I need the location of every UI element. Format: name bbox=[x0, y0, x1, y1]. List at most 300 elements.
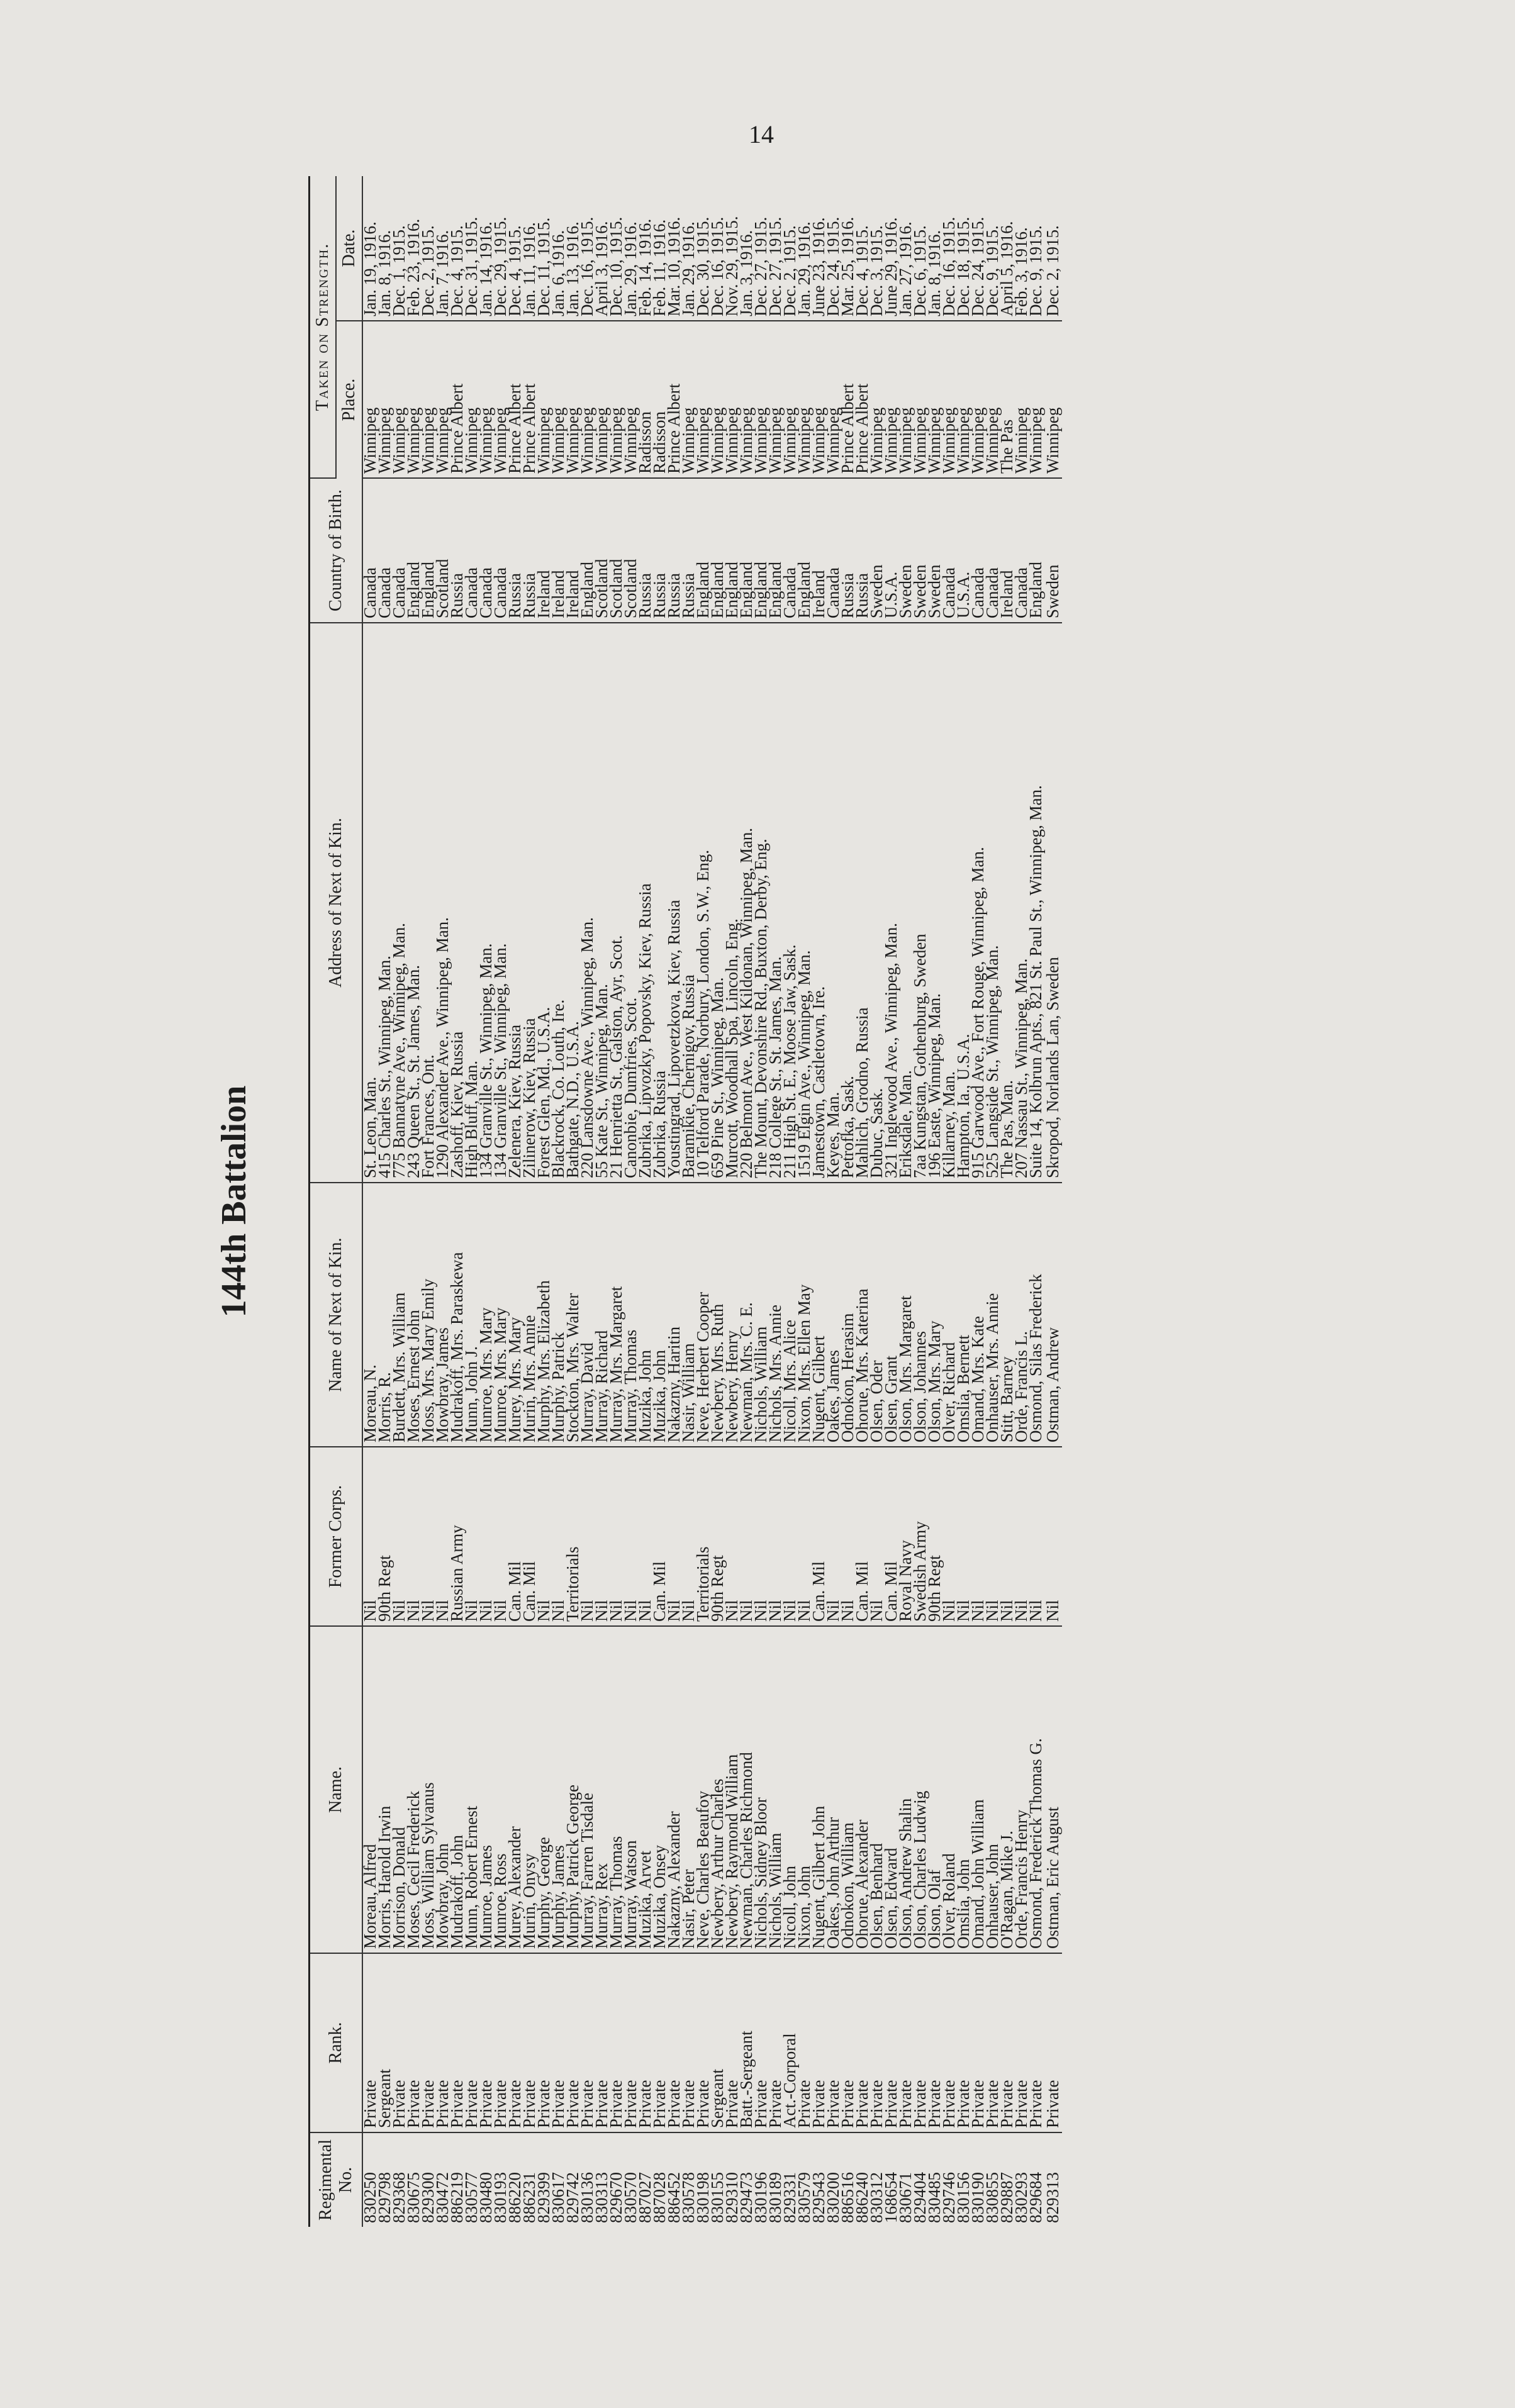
kin-address-cell: Zelenera, Kiev, Russia bbox=[508, 623, 522, 1183]
regimental-no-cell: 829543 bbox=[809, 2172, 829, 2223]
place-cell: Winnipeg bbox=[783, 321, 797, 478]
kin-address-cell: 196 Easte, Winnipeg, Man. bbox=[927, 623, 942, 1183]
regimental-no-cell: 830136 bbox=[578, 2172, 597, 2223]
date-cell: Dec. 4, 1915. bbox=[508, 176, 522, 321]
name-cell: O'Ragan, Mike J. bbox=[1000, 1626, 1014, 1953]
kin-name-cell: Ohorue, Mrs. Katerina bbox=[855, 1183, 869, 1447]
name-cell: Ostman, Eric August bbox=[1043, 1626, 1062, 1953]
former-corps-cell: Nil bbox=[841, 1447, 855, 1626]
kin-address-cell: Canonbie, Dumfries, Scot. bbox=[623, 623, 638, 1183]
rank-cell: Private bbox=[956, 1953, 971, 2132]
name-cell: Newman, Charles Richmond bbox=[739, 1626, 754, 1953]
country-cell: Ireland bbox=[1000, 478, 1014, 623]
rank-cell: Private bbox=[725, 1953, 739, 2132]
date-cell: Dec. 30, 1915. bbox=[696, 176, 710, 321]
rotated-page-content bbox=[215, 176, 1353, 2227]
country-cell: Russia bbox=[522, 478, 537, 623]
place-cell: Prince Albert bbox=[841, 321, 855, 478]
country-cell: Canada bbox=[493, 478, 508, 623]
kin-name-cell: Nicoll, Mrs. Alice bbox=[783, 1183, 797, 1447]
regimental-no-cell: 830570 bbox=[621, 2172, 640, 2223]
kin-address-cell: 415 Charles St., Winnipeg, Man. bbox=[377, 623, 392, 1183]
regimental-no-cell: 830313 bbox=[592, 2172, 612, 2223]
place-cell: Winnipeg bbox=[392, 321, 406, 478]
name-cell: Orde, Francis Henry bbox=[1014, 1626, 1029, 1953]
former-corps-cell: Swedish Army bbox=[913, 1447, 927, 1626]
kin-name-cell: Murray, Richard bbox=[595, 1183, 609, 1447]
kin-name-cell: Nakazny, Haritin bbox=[667, 1183, 681, 1447]
rank-cell: Private bbox=[1043, 1953, 1062, 2132]
kin-address-cell: 525 Langside St., Winnipeg, Man. bbox=[985, 623, 1000, 1183]
name-cell: Murray, Watson bbox=[623, 1626, 638, 1953]
regimental-no-cell: 829742 bbox=[563, 2172, 583, 2223]
kin-name-cell: Stitt, Barney bbox=[1000, 1183, 1014, 1447]
country-cell: Sweden bbox=[898, 478, 913, 623]
kin-name-cell: Stockton, Mrs. Walter bbox=[566, 1183, 580, 1447]
regimental-no-cell: 829798 bbox=[375, 2172, 394, 2223]
former-corps-cell: 90th Regt bbox=[377, 1447, 392, 1626]
place-cell: Winnipeg bbox=[725, 321, 739, 478]
name-cell: Murphy, Patrick George bbox=[566, 1626, 580, 1953]
former-corps-cell: Can. Mil bbox=[812, 1447, 826, 1626]
rank-cell: Private bbox=[884, 1953, 898, 2132]
rank-cell: Private bbox=[638, 1953, 652, 2132]
rank-cell: Private bbox=[623, 1953, 638, 2132]
country-cell: England bbox=[710, 478, 725, 623]
kin-address-cell: Zashoff, Kiev, Russia bbox=[450, 623, 464, 1183]
name-cell: Olsen, Edward bbox=[884, 1626, 898, 1953]
name-cell: Nugent, Gilbert John bbox=[812, 1626, 826, 1953]
kin-name-cell: Murray, Thomas bbox=[623, 1183, 638, 1447]
regimental-no-cell: 829404 bbox=[910, 2172, 930, 2223]
place-cell: Winnipeg bbox=[942, 321, 956, 478]
former-corps-cell: Nil bbox=[826, 1447, 841, 1626]
country-cell: Russia bbox=[638, 478, 652, 623]
former-corps-cell: Nil bbox=[1000, 1447, 1014, 1626]
place-cell: Winnipeg bbox=[754, 321, 768, 478]
country-cell: Canada bbox=[464, 478, 479, 623]
regimental-no-cell: 887028 bbox=[650, 2172, 669, 2223]
country-cell: Scotland bbox=[435, 478, 450, 623]
kin-name-cell: Murphy, Patrick bbox=[551, 1183, 566, 1447]
kin-name-cell: Murray, David bbox=[580, 1183, 595, 1447]
country-cell: England bbox=[754, 478, 768, 623]
kin-address-cell: 211 High St. E., Moose Jaw, Sask. bbox=[783, 623, 797, 1183]
place-cell: Winnipeg bbox=[1029, 321, 1043, 478]
regimental-no-cell: 830579 bbox=[795, 2172, 814, 2223]
name-cell: Olson, Charles Ludwig bbox=[913, 1626, 927, 1953]
kin-address-cell: 7aa Kungstan, Gothenburg, Sweden bbox=[913, 623, 927, 1183]
regimental-no-cell: 830577 bbox=[462, 2172, 481, 2223]
kin-name-cell: Moses, Ernest John bbox=[406, 1183, 421, 1447]
country-cell: Russia bbox=[681, 478, 696, 623]
kin-name-cell: Murin, Mrs. Annie bbox=[522, 1183, 537, 1447]
name-cell: Moss, William Sylvanus bbox=[421, 1626, 435, 1953]
former-corps-cell: Nil bbox=[595, 1447, 609, 1626]
name-cell: Muzika, Arvet bbox=[638, 1626, 652, 1953]
place-cell: Prince Albert bbox=[522, 321, 537, 478]
kin-name-cell: Morris, R. bbox=[377, 1183, 392, 1447]
kin-name-cell: Oakes, James bbox=[826, 1183, 841, 1447]
date-cell: Jan. 29, 1916. bbox=[797, 176, 812, 321]
place-cell: Winnipeg bbox=[812, 321, 826, 478]
date-cell: June 23, 1916. bbox=[812, 176, 826, 321]
kin-address-cell: 21 Henrietta St., Galston, Ayr, Scot. bbox=[609, 623, 623, 1183]
former-corps-cell: Nil bbox=[1014, 1447, 1029, 1626]
former-corps-cell: Nil bbox=[493, 1447, 508, 1626]
header-next-of-kin-name: Name of Next of Kin. bbox=[310, 1183, 363, 1447]
country-cell: Russia bbox=[667, 478, 681, 623]
country-cell: Russia bbox=[450, 478, 464, 623]
kin-address-cell: 134 Granville St., Winnipeg, Man. bbox=[493, 623, 508, 1183]
place-cell: Winnipeg bbox=[566, 321, 580, 478]
former-corps-cell: Nil bbox=[580, 1447, 595, 1626]
rank-cell: Private bbox=[362, 1953, 377, 2132]
rank-cell: Private bbox=[869, 1953, 884, 2132]
former-corps-cell: Nil bbox=[681, 1447, 696, 1626]
country-cell: Ireland bbox=[566, 478, 580, 623]
place-cell: Winnipeg bbox=[797, 321, 812, 478]
date-cell: Dec. 6, 1915. bbox=[913, 176, 927, 321]
rank-cell: Private bbox=[985, 1953, 1000, 2132]
roll-table bbox=[308, 176, 1062, 2227]
country-cell: Sweden bbox=[1043, 478, 1062, 623]
kin-name-cell: Murphy, Mrs. Elizabeth bbox=[537, 1183, 551, 1447]
former-corps-cell: Can. Mil bbox=[652, 1447, 667, 1626]
date-cell: June 29, 1916. bbox=[884, 176, 898, 321]
place-cell: Winnipeg bbox=[421, 321, 435, 478]
kin-address-cell: 1290 Alexander Ave., Winnipeg, Man. bbox=[435, 623, 450, 1183]
date-cell: Dec. 27, 1915. bbox=[768, 176, 783, 321]
place-cell: Winnipeg bbox=[913, 321, 927, 478]
place-cell: Winnipeg bbox=[595, 321, 609, 478]
name-cell: Newbery, Raymond William bbox=[725, 1626, 739, 1953]
former-corps-cell: Territorials bbox=[696, 1447, 710, 1626]
former-corps-cell: Nil bbox=[783, 1447, 797, 1626]
place-cell: Winnipeg bbox=[696, 321, 710, 478]
rank-cell: Private bbox=[754, 1953, 768, 2132]
rank-cell: Private bbox=[667, 1953, 681, 2132]
date-cell: Jan. 3, 1916. bbox=[739, 176, 754, 321]
former-corps-cell: 90th Regt bbox=[927, 1447, 942, 1626]
regimental-no-cell: 830480 bbox=[476, 2172, 496, 2223]
former-corps-cell: Can. Mil bbox=[855, 1447, 869, 1626]
page-title: 144th Battalion bbox=[215, 1085, 254, 1318]
kin-name-cell: Newbery, Mrs. Ruth bbox=[710, 1183, 725, 1447]
country-cell: England bbox=[739, 478, 754, 623]
kin-address-cell: Killarney, Man. bbox=[942, 623, 956, 1183]
rank-cell: Private bbox=[566, 1953, 580, 2132]
regimental-no-cell: 886220 bbox=[505, 2172, 525, 2223]
former-corps-cell: Territorials bbox=[566, 1447, 580, 1626]
country-cell: Ireland bbox=[812, 478, 826, 623]
rank-cell: Sergeant bbox=[377, 1953, 392, 2132]
header-name: Name. bbox=[310, 1626, 363, 1953]
regimental-no-cell: 830855 bbox=[983, 2172, 1002, 2223]
kin-name-cell: Nixon, Mrs. Ellen May bbox=[797, 1183, 812, 1447]
date-cell: Jan. 8, 1916. bbox=[927, 176, 942, 321]
country-cell: England bbox=[421, 478, 435, 623]
regimental-no-cell: 168654 bbox=[881, 2172, 901, 2223]
kin-name-cell: Newman, Mrs. C. E. bbox=[739, 1183, 754, 1447]
country-cell: U.S.A. bbox=[956, 478, 971, 623]
place-cell: Winnipeg bbox=[971, 321, 985, 478]
regimental-no-cell: 830675 bbox=[404, 2172, 423, 2223]
name-cell: Omand, John William bbox=[971, 1626, 985, 1953]
former-corps-cell: Nil bbox=[406, 1447, 421, 1626]
former-corps-cell: Nil bbox=[725, 1447, 739, 1626]
table-row bbox=[1043, 176, 1062, 2227]
regimental-no-cell: 829368 bbox=[389, 2172, 409, 2223]
date-cell: April 5, 1916. bbox=[1000, 176, 1014, 321]
header-regimental-no: Regimental No. bbox=[310, 2132, 363, 2227]
place-cell: Winnipeg bbox=[884, 321, 898, 478]
regimental-no-cell: 829670 bbox=[607, 2172, 626, 2223]
rank-cell: Private bbox=[609, 1953, 623, 2132]
rank-cell: Sergeant bbox=[710, 1953, 725, 2132]
date-cell: Dec. 2, 1915. bbox=[783, 176, 797, 321]
former-corps-cell: Nil bbox=[667, 1447, 681, 1626]
place-cell: Winnipeg bbox=[1043, 321, 1062, 478]
kin-address-cell: Murcott, Woodhall Spa, Lincoln, Eng. bbox=[725, 623, 739, 1183]
kin-name-cell: Ostman, Andrew bbox=[1043, 1183, 1062, 1447]
former-corps-cell: Nil bbox=[551, 1447, 566, 1626]
place-cell: Winnipeg bbox=[551, 321, 566, 478]
date-cell: Jan. 29, 1916. bbox=[681, 176, 696, 321]
date-cell: Mar. 25, 1916. bbox=[841, 176, 855, 321]
former-corps-cell: Nil bbox=[739, 1447, 754, 1626]
name-cell: Muzika, Onsey bbox=[652, 1626, 667, 1953]
rank-cell: Private bbox=[464, 1953, 479, 2132]
kin-address-cell: Forest Glen, Md., U.S.A. bbox=[537, 623, 551, 1183]
place-cell: Winnipeg bbox=[580, 321, 595, 478]
kin-name-cell: Olsen, Oder bbox=[869, 1183, 884, 1447]
date-cell: Jan. 13, 1916. bbox=[566, 176, 580, 321]
date-cell: Feb. 3, 1916. bbox=[1014, 176, 1029, 321]
country-cell: England bbox=[725, 478, 739, 623]
kin-address-cell: St. Leon, Man. bbox=[362, 623, 377, 1183]
former-corps-cell: Nil bbox=[392, 1447, 406, 1626]
date-cell: Dec. 16, 1915. bbox=[942, 176, 956, 321]
date-cell: Dec. 27, 1915. bbox=[754, 176, 768, 321]
regimental-no-cell: 830190 bbox=[968, 2172, 988, 2223]
regimental-no-cell: 830578 bbox=[679, 2172, 698, 2223]
kin-name-cell: Burdett, Mrs. William bbox=[392, 1183, 406, 1447]
date-cell: April 3, 1916. bbox=[595, 176, 609, 321]
place-cell: Winnipeg bbox=[1014, 321, 1029, 478]
date-cell: Dec. 2, 1915. bbox=[421, 176, 435, 321]
regimental-no-cell: 829887 bbox=[997, 2172, 1017, 2223]
country-cell: Russia bbox=[652, 478, 667, 623]
name-cell: Ohorue, Alexander bbox=[855, 1626, 869, 1953]
former-corps-cell: Nil bbox=[464, 1447, 479, 1626]
country-cell: Ireland bbox=[537, 478, 551, 623]
date-cell: Dec. 4, 1915. bbox=[450, 176, 464, 321]
date-cell: Jan. 7, 1916. bbox=[435, 176, 450, 321]
country-cell: Sweden bbox=[927, 478, 942, 623]
former-corps-cell: Nil bbox=[638, 1447, 652, 1626]
place-cell: Winnipeg bbox=[537, 321, 551, 478]
country-cell: Canada bbox=[985, 478, 1000, 623]
kin-name-cell: Neve, Herbert Cooper bbox=[696, 1183, 710, 1447]
kin-address-cell: Zubrika, Lipvozky, Popovsky, Kiev, Russia bbox=[638, 623, 652, 1183]
name-cell: Nixon, John bbox=[797, 1626, 812, 1953]
rank-cell: Private bbox=[652, 1953, 667, 2132]
place-cell: Winnipeg bbox=[479, 321, 493, 478]
former-corps-cell: Nil bbox=[754, 1447, 768, 1626]
name-cell: Murphy, James bbox=[551, 1626, 566, 1953]
place-cell: Winnipeg bbox=[739, 321, 754, 478]
country-cell: Canada bbox=[479, 478, 493, 623]
kin-address-cell: Jamestown, Castletown, Ire. bbox=[812, 623, 826, 1183]
former-corps-cell: Russian Army bbox=[450, 1447, 464, 1626]
rank-cell: Batt.-Sergeant bbox=[739, 1953, 754, 2132]
date-cell: Mar. 10, 1916. bbox=[667, 176, 681, 321]
header-rank: Rank. bbox=[310, 1953, 363, 2132]
regimental-no-cell: 830250 bbox=[361, 2172, 380, 2223]
name-cell: Olver, Roland bbox=[942, 1626, 956, 1953]
kin-address-cell: 10 Telford Parade, Norbury, London, S.W., Eng. bbox=[696, 623, 710, 1183]
kin-name-cell: Odnokon, Herasim bbox=[841, 1183, 855, 1447]
place-cell: Winnipeg bbox=[927, 321, 942, 478]
country-cell: Canada bbox=[783, 478, 797, 623]
former-corps-cell: Can. Mil bbox=[522, 1447, 537, 1626]
header-country-of-birth: Country of Birth. bbox=[310, 478, 363, 623]
former-corps-cell: Nil bbox=[421, 1447, 435, 1626]
place-cell: Winnipeg bbox=[768, 321, 783, 478]
date-cell: Jan. 29, 1916. bbox=[623, 176, 638, 321]
regimental-no-cell: 830485 bbox=[925, 2172, 944, 2223]
page-number: 14 bbox=[749, 120, 774, 148]
former-corps-cell: Nil bbox=[609, 1447, 623, 1626]
regimental-no-cell: 829684 bbox=[1026, 2172, 1046, 2223]
kin-name-cell: Osmond, Silas Frederick bbox=[1029, 1183, 1043, 1447]
kin-name-cell: Murey, Mrs. Mary bbox=[508, 1183, 522, 1447]
date-cell: Dec. 1, 1915. bbox=[392, 176, 406, 321]
place-cell: Winnipeg bbox=[435, 321, 450, 478]
rank-cell: Private bbox=[826, 1953, 841, 2132]
date-cell: Jan. 11, 1916. bbox=[522, 176, 537, 321]
kin-address-cell: Eriksdale, Man. bbox=[898, 623, 913, 1183]
former-corps-cell: Nil bbox=[971, 1447, 985, 1626]
name-cell: Nakazny, Alexander bbox=[667, 1626, 681, 1953]
kin-address-cell: Zubrika, Russia bbox=[652, 623, 667, 1183]
former-corps-cell: Nil bbox=[942, 1447, 956, 1626]
former-corps-cell: Nil bbox=[537, 1447, 551, 1626]
place-cell: Winnipeg bbox=[406, 321, 421, 478]
kin-address-cell: The Mount, Devonshire Rd., Buxton, Derby, Eng. bbox=[754, 623, 768, 1183]
kin-name-cell: Moss, Mrs. Mary Emily bbox=[421, 1183, 435, 1447]
kin-name-cell: Munroe, Mrs. Mary bbox=[479, 1183, 493, 1447]
place-cell: Winnipeg bbox=[377, 321, 392, 478]
regimental-no-cell: 830155 bbox=[708, 2172, 727, 2223]
name-cell: Mowbray, John bbox=[435, 1626, 450, 1953]
place-cell: The Pas bbox=[1000, 321, 1014, 478]
header-former-corps: Former Corps. bbox=[310, 1447, 363, 1626]
regimental-no-cell: 829746 bbox=[939, 2172, 959, 2223]
date-cell: Feb. 11, 1916. bbox=[652, 176, 667, 321]
country-cell: Canada bbox=[971, 478, 985, 623]
name-cell: Mudrakoff, John bbox=[450, 1626, 464, 1953]
regimental-no-cell: 829313 bbox=[1043, 2172, 1062, 2223]
regimental-no-cell: 829473 bbox=[737, 2172, 756, 2223]
name-cell: Nichols, Sidney Bloor bbox=[754, 1626, 768, 1953]
header-taken-on-strength: Taken on Strength. bbox=[310, 176, 337, 478]
country-cell: Canada bbox=[1014, 478, 1029, 623]
regimental-no-cell: 830196 bbox=[751, 2172, 771, 2223]
former-corps-cell: Nil bbox=[956, 1447, 971, 1626]
kin-address-cell: 134 Granville St., Winnipeg, Man. bbox=[479, 623, 493, 1183]
date-cell: Dec. 16, 1915. bbox=[710, 176, 725, 321]
place-cell: Winnipeg bbox=[623, 321, 638, 478]
name-cell: Morris, Harold Irwin bbox=[377, 1626, 392, 1953]
kin-address-cell: Keyes, Man. bbox=[826, 623, 841, 1183]
country-cell: Ireland bbox=[551, 478, 566, 623]
date-cell: Dec. 29, 1915. bbox=[493, 176, 508, 321]
country-cell: Russia bbox=[855, 478, 869, 623]
place-cell: Winnipeg bbox=[956, 321, 971, 478]
name-cell: Olsen, Benhard bbox=[869, 1626, 884, 1953]
former-corps-cell: Nil bbox=[623, 1447, 638, 1626]
name-cell: Odnokon, William bbox=[841, 1626, 855, 1953]
country-cell: Canada bbox=[826, 478, 841, 623]
former-corps-cell: Nil bbox=[1029, 1447, 1043, 1626]
rank-cell: Private bbox=[768, 1953, 783, 2132]
country-cell: England bbox=[696, 478, 710, 623]
former-corps-cell: Nil bbox=[435, 1447, 450, 1626]
kin-address-cell: Fort Frances, Ont. bbox=[421, 623, 435, 1183]
date-cell: Feb. 23, 1916. bbox=[406, 176, 421, 321]
place-cell: Radisson bbox=[638, 321, 652, 478]
name-cell: Morrison, Donald bbox=[392, 1626, 406, 1953]
rank-cell: Private bbox=[797, 1953, 812, 2132]
date-cell: Jan. 8, 1916. bbox=[377, 176, 392, 321]
date-cell: Dec. 2, 1915. bbox=[1043, 176, 1062, 321]
rank-cell: Act.-Corporal bbox=[783, 1953, 797, 2132]
former-corps-cell: Nil bbox=[985, 1447, 1000, 1626]
rank-cell: Private bbox=[855, 1953, 869, 2132]
kin-address-cell: 775 Bannatyne Ave., Winnipeg, Man. bbox=[392, 623, 406, 1183]
regimental-no-cell: 830200 bbox=[824, 2172, 843, 2223]
place-cell: Prince Albert bbox=[450, 321, 464, 478]
kin-name-cell: Mowbray, James bbox=[435, 1183, 450, 1447]
kin-address-cell: 55 Kate St., Winnipeg, Man. bbox=[595, 623, 609, 1183]
rank-cell: Private bbox=[435, 1953, 450, 2132]
name-cell: Olson, Andrew Shalin bbox=[898, 1626, 913, 1953]
kin-name-cell: Olson, Mrs. Margaret bbox=[898, 1183, 913, 1447]
kin-name-cell: Omslia, Bernett bbox=[956, 1183, 971, 1447]
date-cell: Dec. 16, 1915. bbox=[580, 176, 595, 321]
rank-cell: Private bbox=[898, 1953, 913, 2132]
kin-address-cell: Hampton, Ia., U.S.A. bbox=[956, 623, 971, 1183]
kin-name-cell: Olson, Mrs. Mary bbox=[927, 1183, 942, 1447]
regimental-no-cell: 886516 bbox=[838, 2172, 858, 2223]
kin-address-cell: Dubuc, Sask. bbox=[869, 623, 884, 1183]
regimental-no-cell: 886452 bbox=[664, 2172, 684, 2223]
former-corps-cell: Nil bbox=[362, 1447, 377, 1626]
country-cell: Russia bbox=[841, 478, 855, 623]
regimental-no-cell: 830472 bbox=[433, 2172, 452, 2223]
date-cell: Dec. 24, 1915. bbox=[826, 176, 841, 321]
regimental-no-cell: 886219 bbox=[447, 2172, 467, 2223]
place-cell: Winnipeg bbox=[362, 321, 377, 478]
kin-address-cell: Mahlich, Grodno, Russia bbox=[855, 623, 869, 1183]
name-cell: Munroe, James bbox=[479, 1626, 493, 1953]
former-corps-cell: Royal Navy bbox=[898, 1447, 913, 1626]
kin-name-cell: Olver, Richard bbox=[942, 1183, 956, 1447]
regimental-no-cell: 830617 bbox=[549, 2172, 568, 2223]
date-cell: Jan. 14, 1916. bbox=[479, 176, 493, 321]
